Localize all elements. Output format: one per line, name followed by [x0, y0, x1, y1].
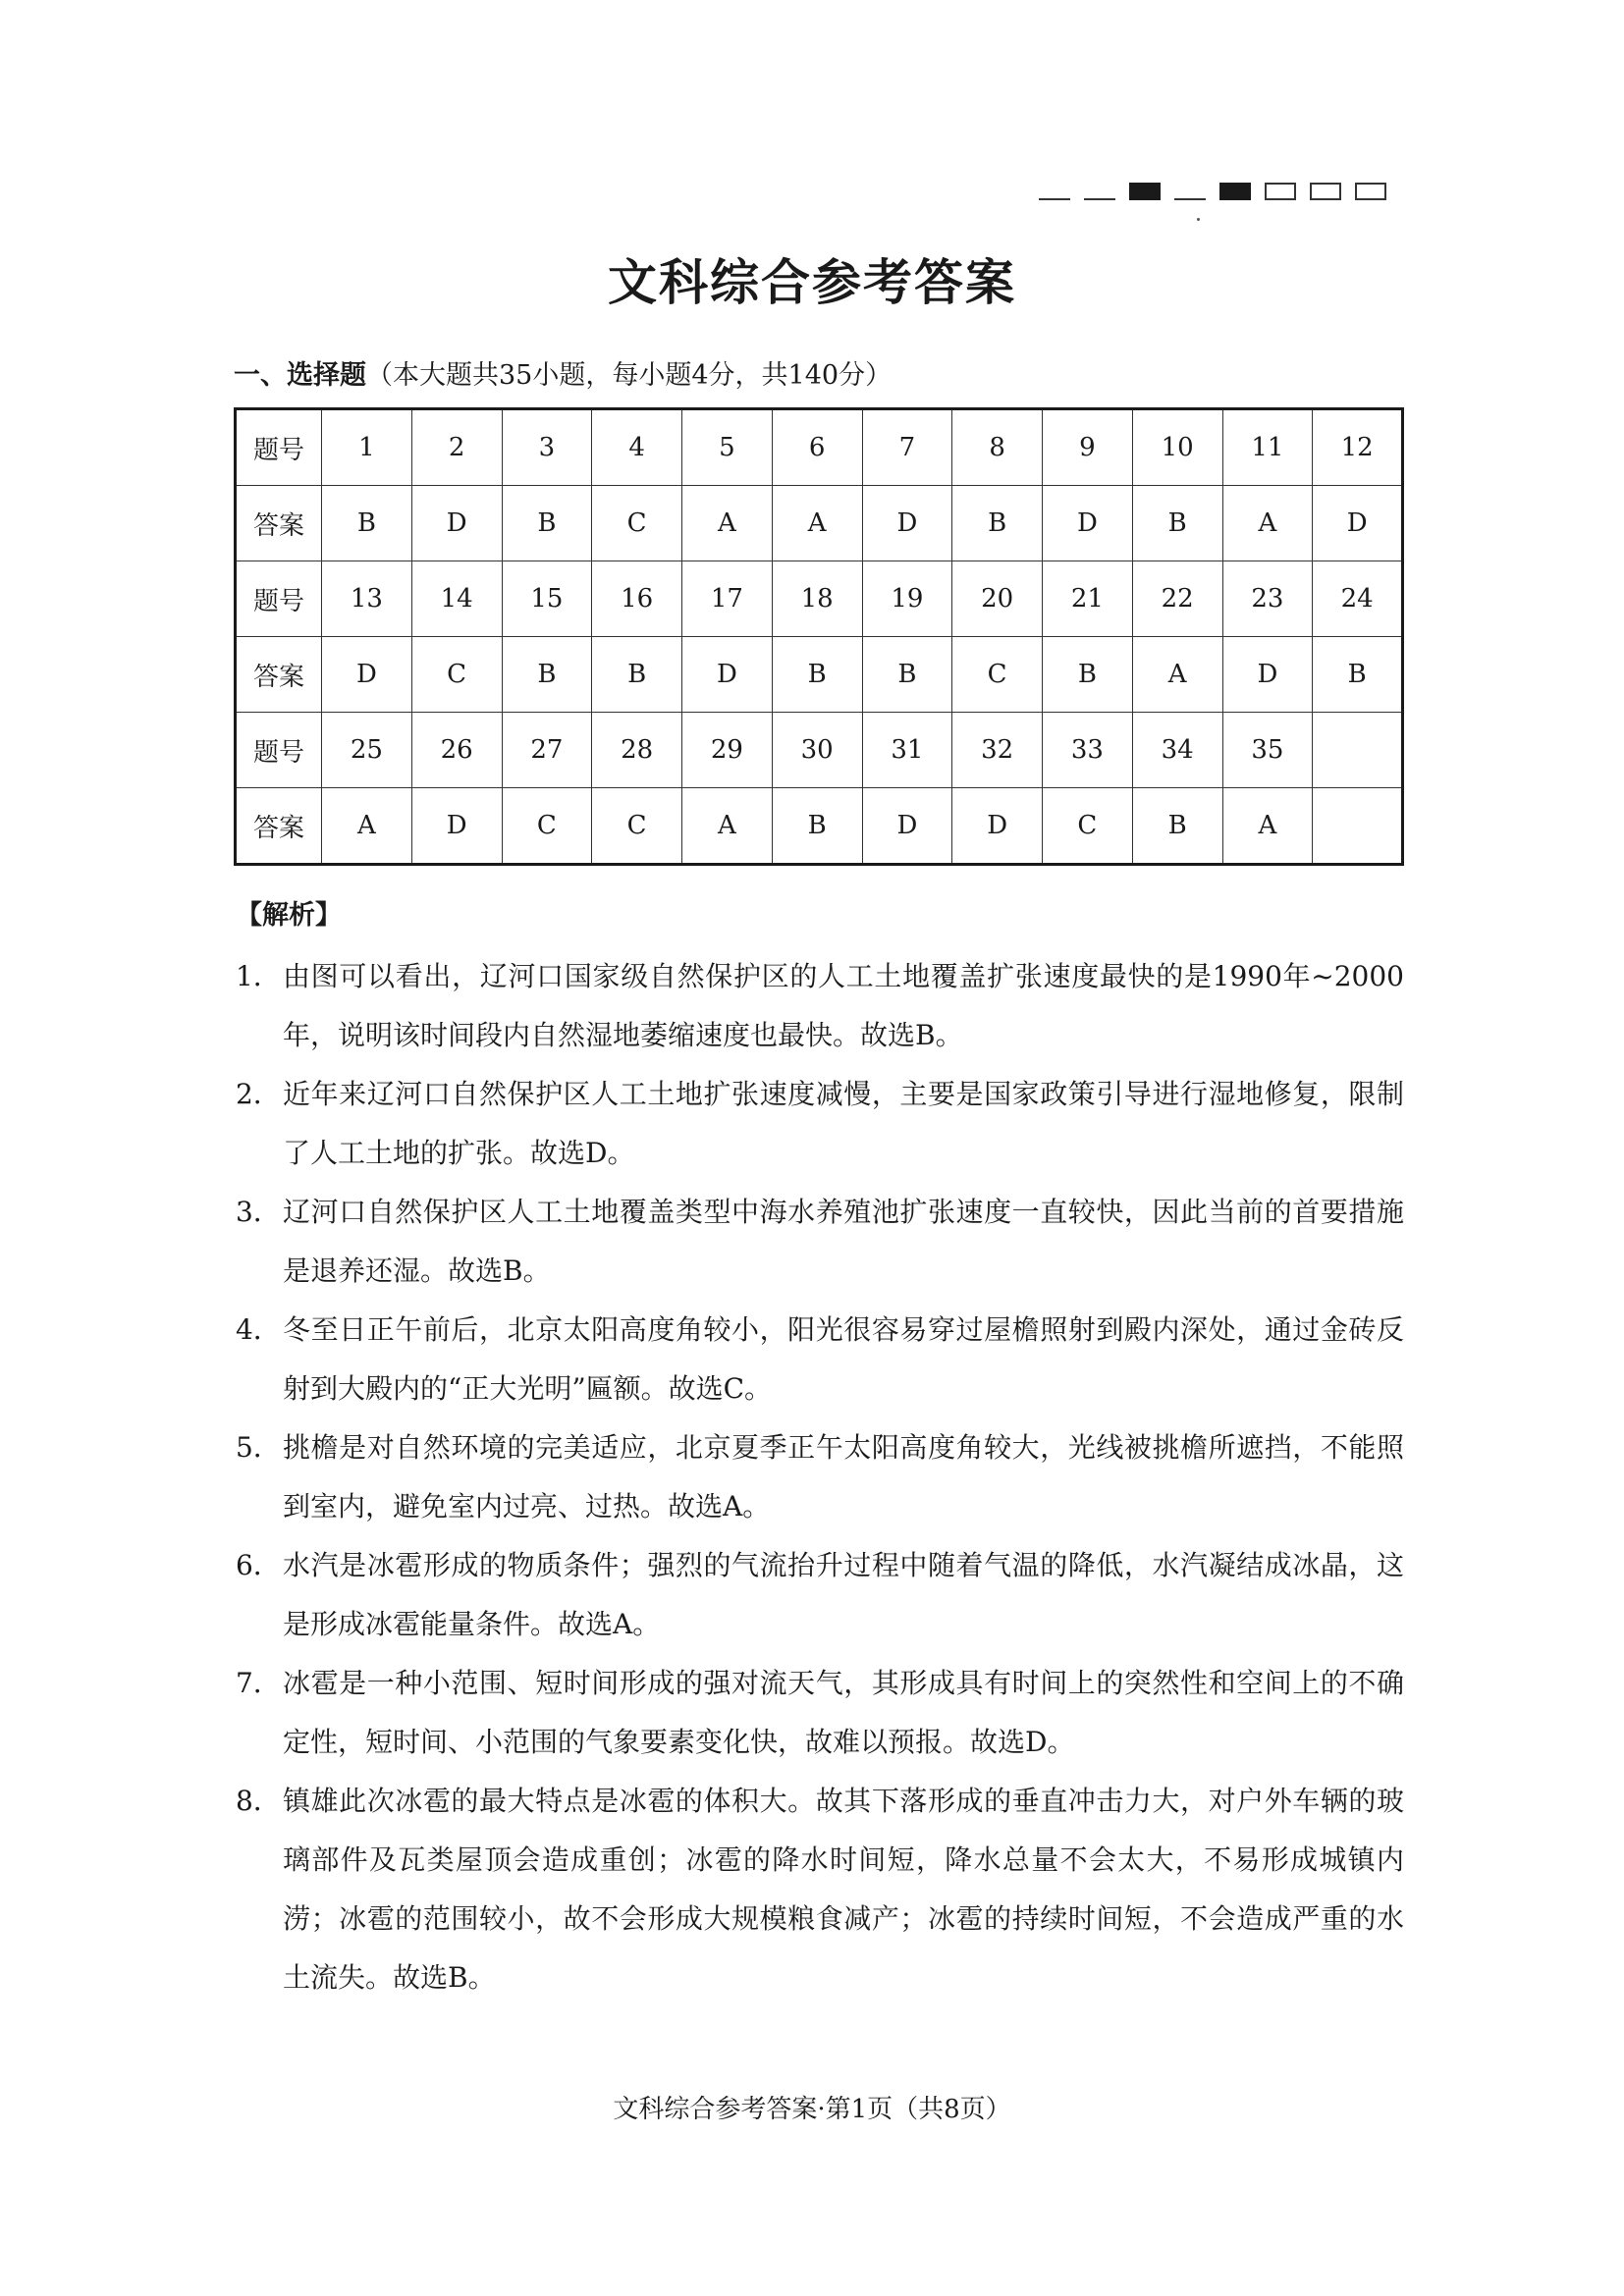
- answer-cell: D: [952, 788, 1043, 865]
- answer-cell: A: [322, 788, 412, 865]
- answer-row: [236, 637, 1403, 713]
- answer-cell: B: [1132, 788, 1222, 865]
- analysis-item-4: [236, 1301, 1404, 1418]
- analysis-item-5: [236, 1418, 1404, 1536]
- item-number: 2．: [236, 1078, 281, 1110]
- question-number-cell: 13: [322, 561, 412, 637]
- answer-cell: D: [322, 637, 412, 713]
- analysis-item-7: [236, 1654, 1404, 1772]
- mark-empty: [1265, 183, 1296, 200]
- question-number-cell: 12: [1313, 409, 1403, 486]
- answer-cell: A: [1132, 637, 1222, 713]
- answer-cell: D: [862, 788, 952, 865]
- question-number-cell: 30: [772, 713, 862, 788]
- answer-cell: D: [1043, 486, 1133, 561]
- item-text: 冰雹是一种小范围、短时间形成的强对流天气，其形成具有时间上的突然性和空间上的不确定性，短时间、小范围的气象要素变化快，故难以预报。故选D。: [283, 1667, 1404, 1758]
- question-number-cell: 24: [1313, 561, 1403, 637]
- item-text: 由图可以看出，辽河口国家级自然保护区的人工土地覆盖扩张速度最快的是1990年~2000年，说明该时间段内自然湿地萎缩速度也最快。故选B。: [283, 960, 1404, 1051]
- answer-label-cell: 答案: [236, 788, 322, 865]
- answer-cell: A: [1222, 486, 1313, 561]
- answer-row: [236, 788, 1403, 865]
- answer-cell: B: [502, 637, 592, 713]
- answer-label-cell: 答案: [236, 637, 322, 713]
- question-number-cell: 20: [952, 561, 1043, 637]
- question-number-cell: 31: [862, 713, 952, 788]
- question-label-cell: 题号: [236, 713, 322, 788]
- analysis-heading: 【解析】: [236, 900, 342, 931]
- question-number-row: [236, 409, 1403, 486]
- item-text: 近年来辽河口自然保护区人工土地扩张速度减慢，主要是国家政策引导进行湿地修复，限制了人工土地的扩张。故选D。: [283, 1078, 1404, 1169]
- answer-cell: D: [682, 637, 773, 713]
- answer-cell: D: [1313, 486, 1403, 561]
- item-number: 4．: [236, 1313, 281, 1346]
- answer-cell: C: [1043, 788, 1133, 865]
- analysis-item-8: [236, 1772, 1404, 2007]
- analysis-item-6: [236, 1536, 1404, 1654]
- question-number-cell: 26: [411, 713, 502, 788]
- answer-cell: D: [411, 788, 502, 865]
- section-heading: [234, 353, 892, 392]
- answer-cell: D: [1222, 637, 1313, 713]
- question-number-cell: 14: [411, 561, 502, 637]
- item-text: 水汽是冰雹形成的物质条件；强烈的气流抬升过程中随着气温的降低，水汽凝结成冰晶，这是形成冰雹能量条件。故选A。: [283, 1549, 1404, 1640]
- item-number: 3．: [236, 1196, 281, 1228]
- page-footer: 文科综合参考答案·第1页（共8页）: [613, 2095, 1011, 2124]
- page-title: 文科综合参考答案: [608, 254, 1016, 311]
- answer-cell: C: [411, 637, 502, 713]
- question-number-cell: 19: [862, 561, 952, 637]
- answer-cell: C: [502, 788, 592, 865]
- mark-filled: [1129, 183, 1161, 200]
- question-number-cell: 21: [1043, 561, 1133, 637]
- answer-row: [236, 486, 1403, 561]
- question-number-cell: 15: [502, 561, 592, 637]
- question-number-cell: 29: [682, 713, 773, 788]
- question-number-cell: 8: [952, 409, 1043, 486]
- question-number-row: [236, 713, 1403, 788]
- answer-label-cell: 答案: [236, 486, 322, 561]
- question-number-cell: 3: [502, 409, 592, 486]
- answer-cell: C: [592, 788, 682, 865]
- header-marks: [1039, 183, 1386, 200]
- mark-filled: [1219, 183, 1251, 200]
- question-label-cell: 题号: [236, 409, 322, 486]
- answer-cell: A: [682, 788, 773, 865]
- answer-cell: A: [682, 486, 773, 561]
- question-number-cell: 7: [862, 409, 952, 486]
- answer-cell: B: [772, 788, 862, 865]
- item-text: 镇雄此次冰雹的最大特点是冰雹的体积大。故其下落形成的垂直冲击力大，对户外车辆的玻璃部件及瓦类屋顶会造成重创；冰雹的降水时间短，降水总量不会太大，不易形成城镇内涝；冰雹的范围较小，故不会形成大规模粮食减产；冰雹的持续时间短，不会造成严重的水土流失。故选B。: [283, 1785, 1404, 1994]
- mark-line: [1174, 183, 1206, 200]
- answer-cell: D: [411, 486, 502, 561]
- question-number-cell: 11: [1222, 409, 1313, 486]
- mark-line: [1084, 183, 1115, 200]
- question-number-cell: [1313, 713, 1403, 788]
- question-number-cell: 35: [1222, 713, 1313, 788]
- question-number-cell: 32: [952, 713, 1043, 788]
- analysis-item-2: [236, 1065, 1404, 1183]
- question-number-cell: 4: [592, 409, 682, 486]
- analysis-item-1: [236, 947, 1404, 1065]
- answer-cell: A: [772, 486, 862, 561]
- section-note: （本大题共35小题，每小题4分，共140分）: [366, 360, 893, 391]
- answer-cell: C: [952, 637, 1043, 713]
- question-number-cell: 16: [592, 561, 682, 637]
- question-label-cell: 题号: [236, 561, 322, 637]
- question-number-cell: 34: [1132, 713, 1222, 788]
- header-dot: [1197, 218, 1200, 221]
- question-number-cell: 18: [772, 561, 862, 637]
- answer-table: [234, 407, 1404, 866]
- answer-cell: B: [1043, 637, 1133, 713]
- item-number: 1．: [236, 960, 281, 992]
- question-number-cell: 27: [502, 713, 592, 788]
- answer-cell: B: [592, 637, 682, 713]
- question-number-cell: 9: [1043, 409, 1133, 486]
- item-number: 7．: [236, 1667, 281, 1699]
- answer-cell: D: [862, 486, 952, 561]
- mark-empty: [1310, 183, 1341, 200]
- answer-cell: B: [1313, 637, 1403, 713]
- item-number: 8．: [236, 1785, 281, 1817]
- answer-cell: B: [502, 486, 592, 561]
- item-text: 冬至日正午前后，北京太阳高度角较小，阳光很容易穿过屋檐照射到殿内深处，通过金砖反射到大殿内的“正大光明”匾额。故选C。: [283, 1313, 1404, 1405]
- question-number-cell: 1: [322, 409, 412, 486]
- mark-empty: [1355, 183, 1386, 200]
- question-number-cell: 28: [592, 713, 682, 788]
- question-number-row: [236, 561, 1403, 637]
- answer-cell: B: [322, 486, 412, 561]
- analysis-item-3: [236, 1183, 1404, 1301]
- item-text: 辽河口自然保护区人工土地覆盖类型中海水养殖池扩张速度一直较快，因此当前的首要措施是退养还湿。故选B。: [283, 1196, 1404, 1287]
- answer-cell: [1313, 788, 1403, 865]
- question-number-cell: 22: [1132, 561, 1222, 637]
- section-label: 一、选择题: [234, 360, 366, 391]
- answer-cell: A: [1222, 788, 1313, 865]
- question-number-cell: 2: [411, 409, 502, 486]
- question-number-cell: 5: [682, 409, 773, 486]
- question-number-cell: 17: [682, 561, 773, 637]
- answer-cell: B: [1132, 486, 1222, 561]
- question-number-cell: 33: [1043, 713, 1133, 788]
- question-number-cell: 10: [1132, 409, 1222, 486]
- answer-cell: B: [772, 637, 862, 713]
- question-number-cell: 25: [322, 713, 412, 788]
- question-number-cell: 23: [1222, 561, 1313, 637]
- mark-line: [1039, 183, 1070, 200]
- answer-cell: B: [862, 637, 952, 713]
- answer-cell: B: [952, 486, 1043, 561]
- item-text: 挑檐是对自然环境的完美适应，北京夏季正午太阳高度角较大，光线被挑檐所遮挡，不能照到室内，避免室内过亮、过热。故选A。: [283, 1431, 1404, 1522]
- item-number: 5．: [236, 1431, 281, 1464]
- question-number-cell: 6: [772, 409, 862, 486]
- item-number: 6．: [236, 1549, 281, 1581]
- answer-cell: C: [592, 486, 682, 561]
